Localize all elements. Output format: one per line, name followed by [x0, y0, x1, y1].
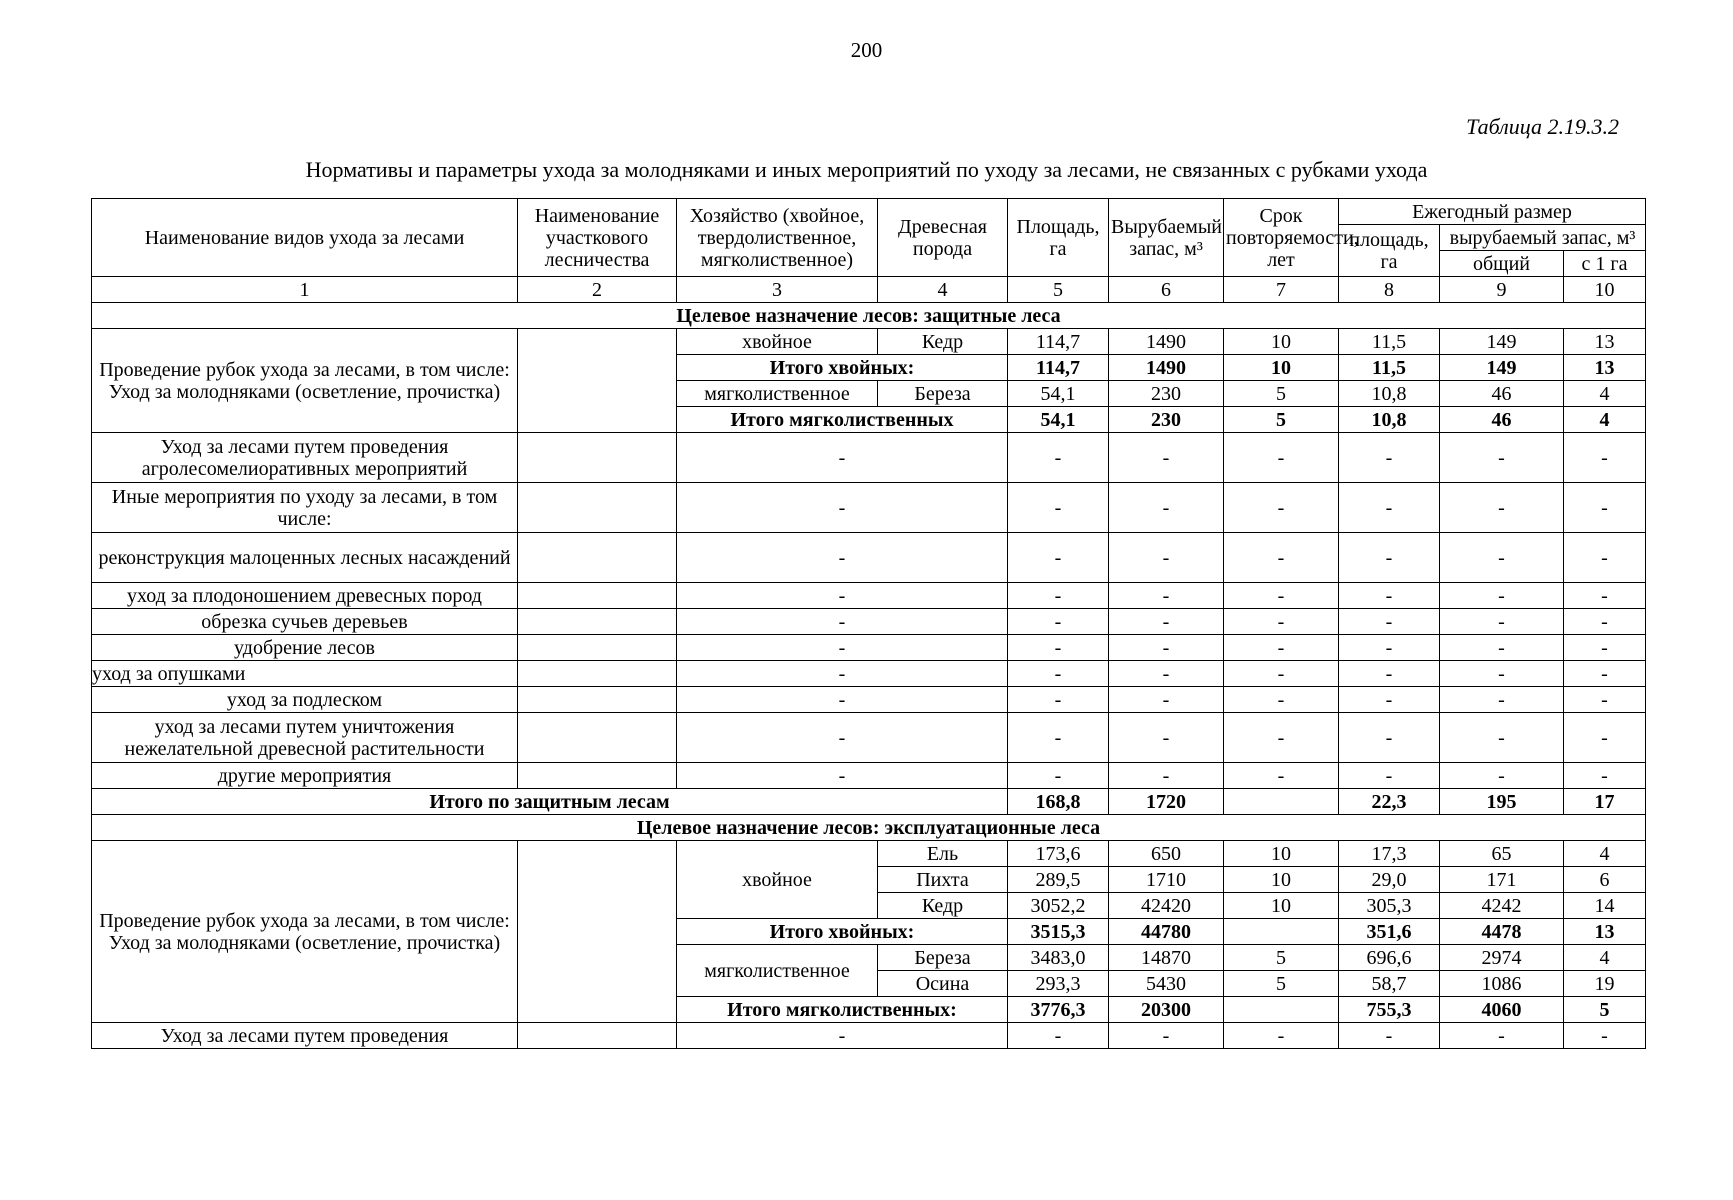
header-cell: Срок повторяемости, лет: [1224, 199, 1339, 277]
stock-cell: 1710: [1109, 867, 1224, 893]
forestry-cell: [518, 533, 677, 583]
table-row: [92, 533, 1646, 583]
stock-cell: 230: [1109, 381, 1224, 407]
farm-cell: мягколиственное: [677, 381, 878, 407]
per-ha-cell: 13: [1564, 355, 1646, 381]
dash-cell: -: [1109, 583, 1224, 609]
dash-cell: -: [1224, 661, 1339, 687]
section-heading: Целевое назначение лесов: защитные леса: [92, 303, 1646, 329]
forestry-cell: [518, 635, 677, 661]
dash-cell: -: [1564, 609, 1646, 635]
annual-area-cell: 10,8: [1339, 407, 1440, 433]
area-cell: 54,1: [1008, 381, 1109, 407]
column-number: 9: [1440, 277, 1564, 303]
header-cell: вырубаемый запас, м³: [1440, 225, 1646, 251]
dash-cell: -: [1224, 533, 1339, 583]
area-cell: 114,7: [1008, 329, 1109, 355]
stock-cell: 14870: [1109, 945, 1224, 971]
period-cell: [1224, 997, 1339, 1023]
dash-cell: -: [1564, 687, 1646, 713]
dash-cell: -: [1339, 533, 1440, 583]
dash-cell: -: [677, 483, 1008, 533]
area-cell: 3052,2: [1008, 893, 1109, 919]
species-cell: Береза: [878, 381, 1008, 407]
header-cell: Древесная порода: [878, 199, 1008, 277]
per-ha-cell: 4: [1564, 381, 1646, 407]
dash-cell: -: [1008, 763, 1109, 789]
forestry-cell: [518, 433, 677, 483]
header-cell: с 1 га: [1564, 251, 1646, 277]
dash-cell: -: [1564, 661, 1646, 687]
table-row: [92, 713, 1646, 763]
table-row: [92, 433, 1646, 483]
column-number: 1: [92, 277, 518, 303]
area-cell: 3776,3: [1008, 997, 1109, 1023]
annual-stock-cell: 149: [1440, 329, 1564, 355]
annual-area-cell: 10,8: [1339, 381, 1440, 407]
care-type-cell: Иные мероприятия по уходу за лесами, в том числе:: [92, 483, 518, 533]
per-ha-cell: 4: [1564, 407, 1646, 433]
dash-cell: -: [1008, 433, 1109, 483]
dash-cell: -: [1109, 661, 1224, 687]
dash-cell: -: [1339, 635, 1440, 661]
dash-cell: -: [1440, 609, 1564, 635]
annual-area-cell: 696,6: [1339, 945, 1440, 971]
species-cell: Береза: [878, 945, 1008, 971]
dash-cell: -: [677, 1023, 1008, 1049]
period-cell: 10: [1224, 867, 1339, 893]
species-cell: Ель: [878, 841, 1008, 867]
annual-stock-cell: 4060: [1440, 997, 1564, 1023]
dash-cell: -: [1008, 635, 1109, 661]
header-cell: Площадь, га: [1008, 199, 1109, 277]
per-ha-cell: 13: [1564, 329, 1646, 355]
stock-cell: 20300: [1109, 997, 1224, 1023]
stock-cell: 5430: [1109, 971, 1224, 997]
forestry-cell: [518, 763, 677, 789]
dash-cell: -: [1339, 687, 1440, 713]
dash-cell: -: [1109, 713, 1224, 763]
stock-cell: 650: [1109, 841, 1224, 867]
care-type-cell: обрезка сучьев деревьев: [92, 609, 518, 635]
dash-cell: -: [1564, 763, 1646, 789]
forestry-cell: [518, 609, 677, 635]
dash-cell: -: [1440, 433, 1564, 483]
dash-cell: -: [1564, 483, 1646, 533]
table-row: [92, 763, 1646, 789]
dash-cell: -: [1564, 713, 1646, 763]
dash-cell: -: [1564, 433, 1646, 483]
per-ha-cell: 4: [1564, 945, 1646, 971]
annual-stock-cell: 4242: [1440, 893, 1564, 919]
farm-cell: хвойное: [677, 329, 878, 355]
dash-cell: -: [1008, 687, 1109, 713]
table-title: Нормативы и параметры ухода за молодняками и иных мероприятий по уходу за лесами, не связанных с рубками ухода: [305, 157, 1428, 182]
per-ha-cell: 6: [1564, 867, 1646, 893]
column-number: 4: [878, 277, 1008, 303]
dash-cell: -: [1008, 661, 1109, 687]
dash-cell: -: [677, 763, 1008, 789]
dash-cell: -: [1564, 1023, 1646, 1049]
annual-area-cell: 11,5: [1339, 355, 1440, 381]
area-cell: 168,8: [1008, 789, 1109, 815]
area-cell: 173,6: [1008, 841, 1109, 867]
annual-stock-cell: 46: [1440, 407, 1564, 433]
header-cell: Наименование участкового лесничества: [518, 199, 677, 277]
dash-cell: -: [1008, 1023, 1109, 1049]
annual-area-cell: 11,5: [1339, 329, 1440, 355]
care-type-cell: Уход за лесами путем проведения агролесомелиоративных мероприятий: [92, 433, 518, 483]
species-cell: Кедр: [878, 893, 1008, 919]
header-cell: Наименование видов ухода за лесами: [92, 199, 518, 277]
forestry-cell: [518, 329, 677, 433]
annual-stock-cell: 171: [1440, 867, 1564, 893]
dash-cell: -: [1339, 713, 1440, 763]
stock-cell: 44780: [1109, 919, 1224, 945]
dash-cell: -: [1008, 483, 1109, 533]
column-number: 2: [518, 277, 677, 303]
annual-stock-cell: 1086: [1440, 971, 1564, 997]
annual-area-cell: 17,3: [1339, 841, 1440, 867]
header-cell: площадь, га: [1339, 225, 1440, 277]
column-number: 10: [1564, 277, 1646, 303]
dash-cell: -: [1339, 1023, 1440, 1049]
dash-cell: -: [1440, 635, 1564, 661]
table-row: [92, 329, 1646, 355]
species-cell: Пихта: [878, 867, 1008, 893]
forestry-cell: [518, 661, 677, 687]
table-row: [92, 483, 1646, 533]
subtotal-label: Итого мягколиственных: [677, 407, 1008, 433]
dash-cell: -: [1224, 713, 1339, 763]
dash-cell: -: [677, 713, 1008, 763]
stock-cell: 1720: [1109, 789, 1224, 815]
dash-cell: -: [1008, 713, 1109, 763]
per-ha-cell: 17: [1564, 789, 1646, 815]
annual-area-cell: 22,3: [1339, 789, 1440, 815]
care-type-cell: уход за опушками: [92, 661, 518, 687]
care-type-cell: уход за лесами путем уничтожения нежелательной древесной растительности: [92, 713, 518, 763]
subtotal-label: Итого мягколиственных:: [677, 997, 1008, 1023]
annual-area-cell: 755,3: [1339, 997, 1440, 1023]
period-cell: 10: [1224, 329, 1339, 355]
farm-cell: мягколиственное: [677, 945, 878, 997]
forest-care-table: [91, 198, 1646, 1049]
dash-cell: -: [1224, 1023, 1339, 1049]
annual-area-cell: 58,7: [1339, 971, 1440, 997]
section-total-row: [92, 789, 1646, 815]
dash-cell: -: [1109, 635, 1224, 661]
per-ha-cell: 4: [1564, 841, 1646, 867]
dash-cell: -: [1339, 661, 1440, 687]
care-type-cell: реконструкция малоценных лесных насаждений: [92, 533, 518, 583]
dash-cell: -: [1224, 635, 1339, 661]
forestry-cell: [518, 841, 677, 1023]
stock-cell: 1490: [1109, 355, 1224, 381]
dash-cell: -: [677, 635, 1008, 661]
dash-cell: -: [1440, 1023, 1564, 1049]
dash-cell: -: [1224, 433, 1339, 483]
per-ha-cell: 14: [1564, 893, 1646, 919]
header-cell: Хозяйство (хвойное, твердолиственное, мягколиственное): [677, 199, 878, 277]
table-row: [92, 841, 1646, 867]
dash-cell: -: [677, 609, 1008, 635]
annual-stock-cell: 2974: [1440, 945, 1564, 971]
header-cell: Ежегодный размер: [1339, 199, 1646, 225]
dash-cell: -: [1339, 609, 1440, 635]
dash-cell: -: [1224, 583, 1339, 609]
dash-cell: -: [1564, 533, 1646, 583]
dash-cell: -: [1109, 763, 1224, 789]
area-cell: 3483,0: [1008, 945, 1109, 971]
care-type-cell: Проведение рубок ухода за лесами, в том числе: Уход за молодняками (осветление, прочистка): [92, 329, 518, 433]
dash-cell: -: [677, 433, 1008, 483]
period-cell: 5: [1224, 381, 1339, 407]
dash-cell: -: [1109, 533, 1224, 583]
header-row: [92, 199, 1646, 225]
care-type-cell: Проведение рубок ухода за лесами, в том числе: Уход за молодняками (осветление, прочистка): [92, 841, 518, 1023]
care-type-cell: Уход за лесами путем проведения: [92, 1023, 518, 1049]
period-cell: 5: [1224, 945, 1339, 971]
dash-cell: -: [1109, 433, 1224, 483]
dash-cell: -: [1440, 483, 1564, 533]
dash-cell: -: [677, 661, 1008, 687]
care-type-cell: уход за подлеском: [92, 687, 518, 713]
dash-cell: -: [1224, 483, 1339, 533]
annual-stock-cell: 4478: [1440, 919, 1564, 945]
dash-cell: -: [1440, 533, 1564, 583]
stock-cell: 42420: [1109, 893, 1224, 919]
dash-cell: -: [1008, 609, 1109, 635]
area-cell: 293,3: [1008, 971, 1109, 997]
period-cell: 10: [1224, 893, 1339, 919]
dash-cell: -: [1224, 687, 1339, 713]
header-cell: общий: [1440, 251, 1564, 277]
dash-cell: -: [677, 583, 1008, 609]
stock-cell: 230: [1109, 407, 1224, 433]
header-cell: Вырубаемый запас, м³: [1109, 199, 1224, 277]
dash-cell: -: [1339, 583, 1440, 609]
column-number: 5: [1008, 277, 1109, 303]
dash-cell: -: [677, 533, 1008, 583]
area-cell: 289,5: [1008, 867, 1109, 893]
section-total-label: Итого по защитным лесам: [92, 789, 1008, 815]
table-row: [92, 661, 1646, 687]
dash-cell: -: [677, 687, 1008, 713]
dash-cell: -: [1339, 483, 1440, 533]
stock-cell: 1490: [1109, 329, 1224, 355]
table-row: [92, 609, 1646, 635]
care-type-cell: другие мероприятия: [92, 763, 518, 789]
dash-cell: -: [1008, 533, 1109, 583]
dash-cell: -: [1564, 635, 1646, 661]
period-cell: 10: [1224, 841, 1339, 867]
table-row: [92, 687, 1646, 713]
care-type-cell: удобрение лесов: [92, 635, 518, 661]
forestry-cell: [518, 687, 677, 713]
column-number: 8: [1339, 277, 1440, 303]
annual-stock-cell: 46: [1440, 381, 1564, 407]
species-cell: Осина: [878, 971, 1008, 997]
farm-cell: хвойное: [677, 841, 878, 919]
section-heading-row: [92, 303, 1646, 329]
period-cell: [1224, 919, 1339, 945]
species-cell: Кедр: [878, 329, 1008, 355]
per-ha-cell: 5: [1564, 997, 1646, 1023]
period-cell: 5: [1224, 407, 1339, 433]
dash-cell: -: [1339, 433, 1440, 483]
table-label: Таблица 2.19.3.2: [1466, 114, 1619, 139]
dash-cell: -: [1440, 763, 1564, 789]
section-heading: Целевое назначение лесов: эксплуатационные леса: [92, 815, 1646, 841]
annual-stock-cell: 149: [1440, 355, 1564, 381]
area-cell: 54,1: [1008, 407, 1109, 433]
period-cell: [1224, 789, 1339, 815]
per-ha-cell: 19: [1564, 971, 1646, 997]
dash-cell: -: [1440, 583, 1564, 609]
area-cell: 3515,3: [1008, 919, 1109, 945]
annual-area-cell: 29,0: [1339, 867, 1440, 893]
dash-cell: -: [1008, 583, 1109, 609]
table-row: [92, 583, 1646, 609]
column-number: 7: [1224, 277, 1339, 303]
dash-cell: -: [1339, 763, 1440, 789]
dash-cell: -: [1440, 687, 1564, 713]
forestry-cell: [518, 483, 677, 533]
dash-cell: -: [1109, 687, 1224, 713]
dash-cell: -: [1440, 661, 1564, 687]
dash-cell: -: [1224, 609, 1339, 635]
column-number: 6: [1109, 277, 1224, 303]
forestry-cell: [518, 713, 677, 763]
forestry-cell: [518, 1023, 677, 1049]
page-number: 200: [850, 38, 883, 62]
column-number-row: [92, 277, 1646, 303]
annual-area-cell: 305,3: [1339, 893, 1440, 919]
annual-area-cell: 351,6: [1339, 919, 1440, 945]
annual-stock-cell: 65: [1440, 841, 1564, 867]
subtotal-label: Итого хвойных:: [677, 355, 1008, 381]
per-ha-cell: 13: [1564, 919, 1646, 945]
dash-cell: -: [1440, 713, 1564, 763]
table-row: [92, 1023, 1646, 1049]
period-cell: 10: [1224, 355, 1339, 381]
dash-cell: -: [1109, 483, 1224, 533]
annual-stock-cell: 195: [1440, 789, 1564, 815]
dash-cell: -: [1109, 609, 1224, 635]
care-type-cell: уход за плодоношением древесных пород: [92, 583, 518, 609]
subtotal-label: Итого хвойных:: [677, 919, 1008, 945]
section-heading-row: [92, 815, 1646, 841]
table-row: [92, 635, 1646, 661]
area-cell: 114,7: [1008, 355, 1109, 381]
period-cell: 5: [1224, 971, 1339, 997]
dash-cell: -: [1109, 1023, 1224, 1049]
dash-cell: -: [1224, 763, 1339, 789]
dash-cell: -: [1564, 583, 1646, 609]
forestry-cell: [518, 583, 677, 609]
column-number: 3: [677, 277, 878, 303]
